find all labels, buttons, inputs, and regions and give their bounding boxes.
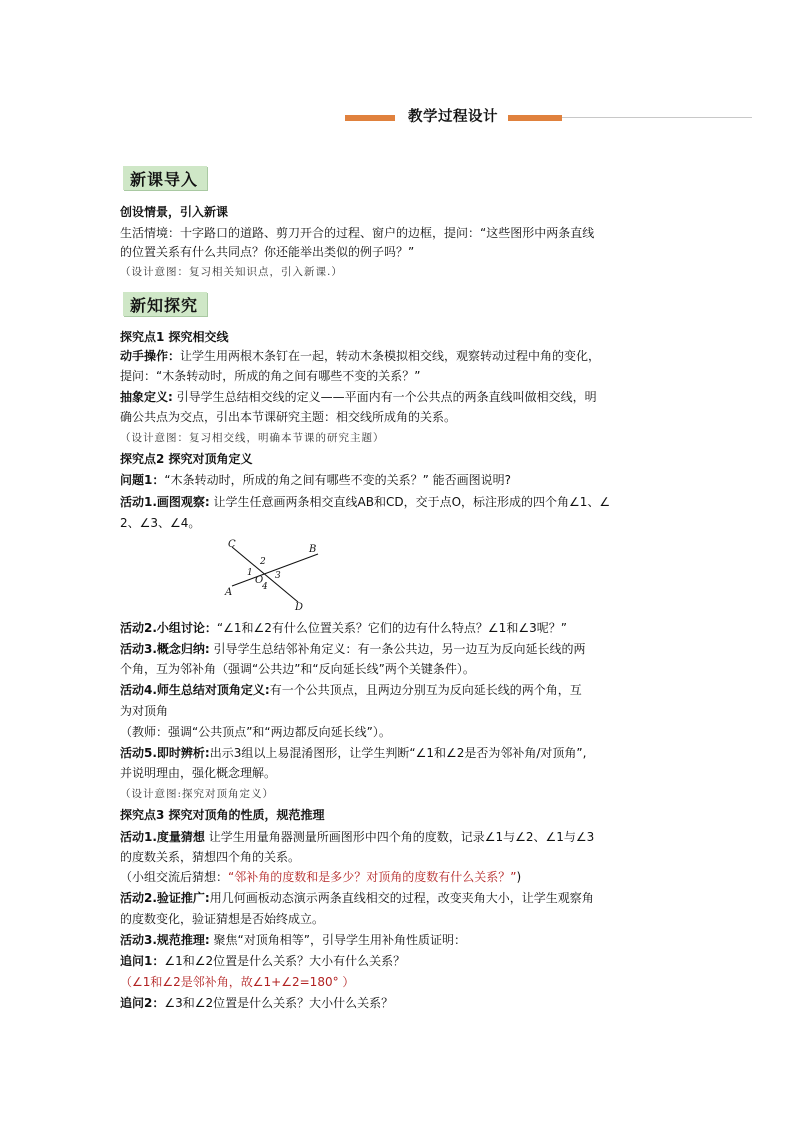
intro-heading: 创设情景，引入新课 — [120, 205, 229, 219]
text: （小组交流后猜想： — [120, 870, 229, 884]
text: ∠1和∠2位置是什么关系？大小有什么关系？ — [164, 954, 406, 968]
angle-label-3: 3 — [275, 571, 281, 581]
text: 让学生用量角器测量所画图形中四个角的度数，记录∠1与∠2、∠1与∠3 — [204, 830, 595, 844]
explore2-activity5-cont: 并说明理由，强化概念理解。 — [120, 766, 277, 780]
angle-label-1: 1 — [247, 568, 253, 578]
line-cd — [232, 547, 298, 602]
explore1-definition-cont: 确公共点为交点，引出本节课研究主题：相交线所成角的关系。 — [120, 410, 457, 424]
text: “∠1和∠2有什么位置关系？它们的边有什么特点？∠1和∠3呢？” — [216, 621, 567, 635]
explore3-activity2 — [120, 890, 594, 907]
label: 问题1： — [120, 473, 165, 487]
angle-label-2: 2 — [260, 557, 266, 567]
explore2-design-note: （设计意图:探究对顶角定义） — [120, 788, 275, 800]
explore2-activity2 — [120, 620, 567, 637]
intro-design-note: （设计意图：复习相关知识点，引入新课.） — [120, 266, 343, 278]
label: 活动3.概念归纳: — [120, 642, 210, 656]
label: 活动5.即时辨析: — [120, 746, 210, 760]
explore2-heading: 探究点2 探究对顶角定义 — [120, 452, 253, 466]
explore3-heading: 探究点3 探究对顶角的性质，规范推理 — [120, 808, 325, 822]
explore1-design-note: （设计意图：复习相交线，明确本节课的研究主题） — [120, 432, 385, 444]
explore2-activity4-cont: 为对顶角 — [120, 704, 169, 718]
text: 聚焦“对顶角相等”，引导学生用补角性质证明： — [209, 933, 466, 947]
label: 追问1： — [120, 954, 165, 968]
text: 有一个公共顶点，且两边分别互为反向延长线的两个角，互 — [269, 683, 582, 697]
section-heading: 教学过程设计 — [408, 109, 498, 125]
angle-label-4: 4 — [262, 582, 268, 592]
explore-badge-label: 新知探究 — [130, 296, 199, 315]
text: 用几何画板动态演示两条直线相交的过程，改变夹角大小，让学生观察角 — [209, 891, 594, 905]
line-ab — [232, 554, 318, 586]
explore1-operation — [120, 348, 600, 365]
explore3-activity1 — [120, 829, 594, 846]
label: 活动3.规范推理: — [120, 933, 210, 947]
explore2-activity4-teacher: （教师：强调“公共顶点”和“两边都反向延长线”）。 — [120, 725, 391, 739]
explore2-question — [120, 472, 511, 489]
label: 活动1.度量猜想 — [120, 830, 205, 844]
label: 动手操作： — [120, 349, 181, 363]
text: ) — [516, 870, 522, 884]
explore1-heading: 探究点1 探究相交线 — [120, 330, 229, 344]
explore3-activity1-guess — [120, 869, 521, 886]
intersecting-lines-diagram — [220, 538, 330, 613]
intro-badge — [123, 166, 207, 190]
header-rule-right — [562, 117, 752, 118]
explore2-activity3-cont: 个角，互为邻补角（强调“公共边”和“反向延长线”两个关键条件）。 — [120, 662, 475, 676]
explore3-activity2-cont: 的度数变化，验证猜想是否始终成立。 — [120, 912, 325, 926]
label: 活动2.验证推广: — [120, 891, 210, 905]
guess-question: “邻补角的度数和是多少？对顶角的度数有什么关系？” — [228, 870, 517, 884]
text: 引导学生总结邻补角定义：有一条公共边，另一边互为反向延长线的两 — [209, 642, 586, 656]
text: “木条转动时，所成的角之间有哪些不变的关系？” 能否画图说明? — [164, 473, 511, 487]
explore2-activity1 — [120, 494, 610, 511]
followup-question-1 — [120, 953, 405, 970]
explore2-activity3 — [120, 641, 586, 658]
point-label-a: A — [225, 587, 233, 598]
explore1-operation-cont: 提问：“木条转动时，所成的角之间有哪些不变的关系？” — [120, 369, 421, 383]
text: 引导学生总结相交线的定义——平面内有一个公共点的两条直线叫做相交线，明 — [172, 390, 597, 404]
label: 活动1.画图观察: — [120, 495, 210, 509]
text: 让学生用两根木条钉在一起，转动木条模拟相交线，观察转动过程中角的变化， — [180, 349, 601, 363]
point-label-b: B — [309, 544, 317, 555]
text: 出示3组以上易混淆图形，让学生判断“∠1和∠2是否为邻补角/对顶角”, — [209, 746, 587, 760]
explore1-definition — [120, 389, 597, 406]
label: 抽象定义: — [120, 390, 173, 404]
explore2-activity5 — [120, 745, 586, 762]
point-label-c: C — [228, 539, 236, 550]
header-bar-left — [345, 115, 395, 121]
point-label-o: O — [255, 575, 264, 586]
text: ∠3和∠2位置是什么关系？大小什么关系？ — [164, 996, 394, 1010]
explore3-activity1-cont: 的度数关系，猜想四个角的关系。 — [120, 850, 301, 864]
intro-paragraph-line: 生活情境：十字路口的道路、剪刀开合的过程、窗户的边框，提问：“这些图形中两条直线 — [120, 226, 595, 240]
intro-badge-label: 新课导入 — [130, 170, 199, 189]
followup-answer-1: （∠1和∠2是邻补角，故∠1+∠2=180° ） — [120, 975, 355, 989]
label: 活动2.小组讨论： — [120, 621, 217, 635]
header-bar-right — [508, 115, 562, 121]
explore2-activity4 — [120, 682, 582, 699]
explore2-activity1-cont: 2、∠3、∠4。 — [120, 516, 201, 530]
label: 活动4.师生总结对顶角定义: — [120, 683, 270, 697]
label: 追问2： — [120, 996, 165, 1010]
text: 让学生任意画两条相交直线AB和CD，交于点O，标注形成的四个角∠1、∠ — [209, 495, 611, 509]
explore-badge — [123, 292, 207, 316]
explore3-activity3 — [120, 932, 466, 949]
followup-question-2 — [120, 995, 393, 1012]
point-label-d: D — [295, 602, 304, 613]
intro-paragraph-line: 的位置关系有什么共同点？你还能举出类似的例子吗？” — [120, 245, 415, 259]
